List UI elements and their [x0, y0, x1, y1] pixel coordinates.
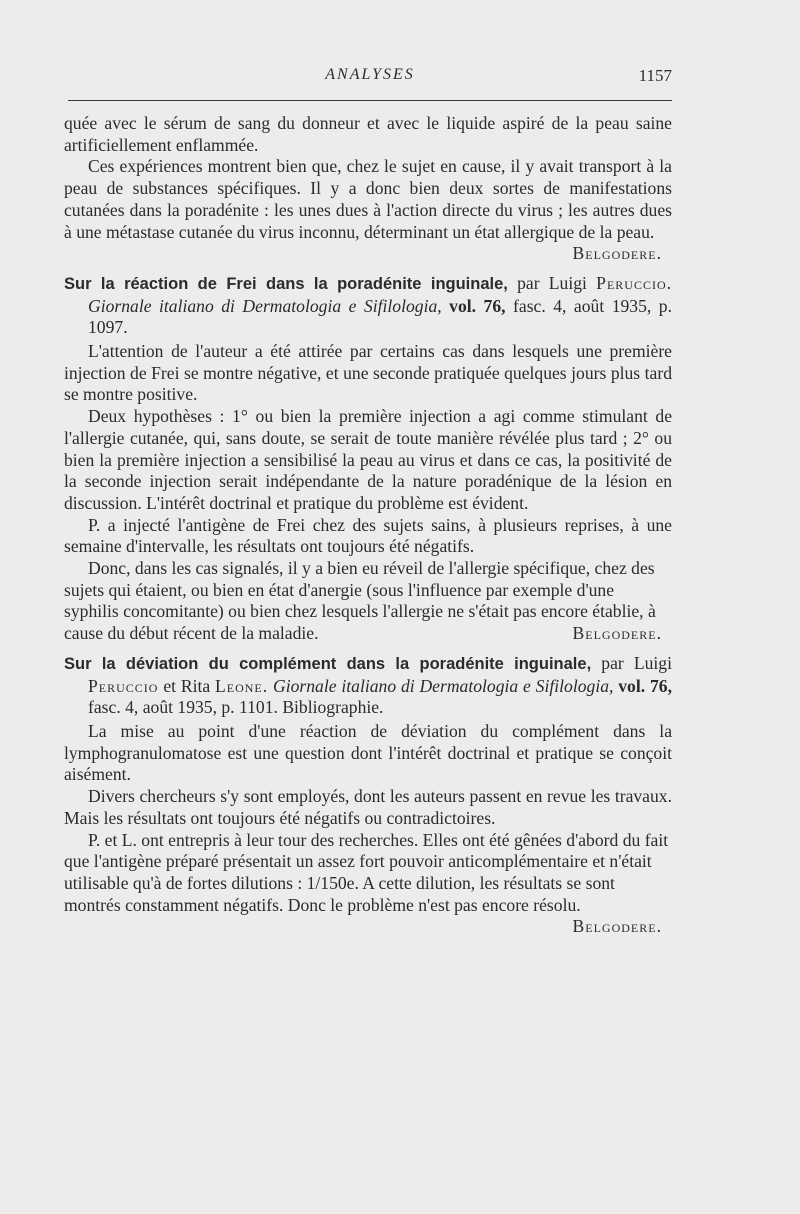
article-author: Peruccio [88, 675, 159, 696]
article-paragraph [64, 830, 672, 939]
journal-details: fasc. 4, août 1935, p. 1097. [88, 295, 672, 338]
journal-details: fasc. 4, août 1935, p. 1101. Bibliographie. [88, 697, 384, 718]
article-paragraph [64, 558, 672, 645]
journal-title: Giornale italiano di Dermatologia e Sifilologia, [273, 675, 614, 696]
page-number: 1157 [638, 66, 672, 85]
continuation-paragraph: quée avec le sérum de sang du donneur et avec le liquide aspiré de la peau saine artificiellement enflammée. [64, 113, 672, 155]
signature-name: Belgodere. [572, 243, 662, 264]
continuation-paragraph: Ces expériences montrent bien que, chez le sujet en cause, il y avait transport à la peau de substances spécifiques. Il y a donc bien deux sortes de manifestations cutanées dans la poradénite : les unes dues à l'action directe du virus ; les autres dues à une métastase cutanée du virus inconnu, déterminant un état allergique de la peau. [64, 156, 672, 242]
article-and: et Rita [163, 675, 211, 696]
header-rule [68, 100, 672, 101]
paragraph-text: Donc, dans les cas signalés, il y a bien eu réveil de l'allergie spécifique, chez des sujets qui étaient, ou bien en état d'anergie (sous l'influence par exemple d'une syphilis concomitante) ou bien chez lesquels l'allergie ne s'était pas encore établie, à cause du début récent de la maladie. [64, 558, 656, 644]
journal-volume: vol. 76, [449, 295, 506, 316]
article-title: Sur la réaction de Frei dans la poradénite inguinale, [64, 274, 508, 293]
running-head [68, 66, 672, 90]
signature [64, 243, 672, 265]
signature-name: Belgodere. [572, 623, 662, 644]
article-author: Leone. [215, 675, 269, 696]
journal-title: Giornale italiano di Dermatologia e Sifilologia, [88, 295, 442, 316]
article-heading [64, 653, 672, 719]
article-by: par Luigi [601, 652, 672, 673]
article-paragraph: La mise au point d'une réaction de déviation du complément dans la lymphogranulomatose est une question dont l'intérêt doctrinal et pratique se conçoit aisément. [64, 720, 672, 785]
article-author: Peruccio. [596, 272, 673, 293]
article-paragraph: L'attention de l'auteur a été attirée par certains cas dans lesquels une première injection de Frei se montre négative, et une seconde pratiquée quelques jours plus tard se montre positive. [64, 341, 672, 405]
body-text [64, 113, 672, 938]
article-by: par Luigi [517, 272, 587, 293]
paragraph-text: P. et L. ont entrepris à leur tour des recherches. Elles ont été gênées d'abord du fait que l'antigène préparé présentait un assez fort pouvoir anticomplémentaire et n'était utilisable qu'à de fortes dilutions : 1/150e. A cette dilution, les résultats se sont montrés constamment négatifs. Donc le problème n'est pas encore résolu. [64, 829, 669, 915]
article-paragraph: Divers chercheurs s'y sont employés, dont les auteurs passent en revue les travaux. Mais les résultats ont toujours été négatifs ou contradictoires. [64, 786, 672, 828]
article-title: Sur la déviation du complément dans la poradénite inguinale, [64, 654, 592, 673]
article-paragraph: P. a injecté l'antigène de Frei chez des sujets sains, à plusieurs reprises, à une semaine d'intervalle, les résultats ont toujours été négatifs. [64, 514, 672, 557]
article-paragraph: Deux hypothèses : 1° ou bien la première injection a agi comme stimulant de l'allergie cutanée, qui, sans doute, se serait de toute manière révélée plus tard ; 2° ou bien la première injection a sensibilisé la peau au virus et dans ce cas, la positivité de la seconde injection serait indépendante de la nature poradénique de la lésion en discussion. L'intérêt doctrinal et pratique du problème est évident. [64, 406, 672, 513]
running-title: ANALYSES [325, 66, 415, 83]
article-heading [64, 273, 672, 339]
signature-name: Belgodere. [572, 916, 662, 937]
journal-volume: vol. 76, [618, 675, 672, 696]
